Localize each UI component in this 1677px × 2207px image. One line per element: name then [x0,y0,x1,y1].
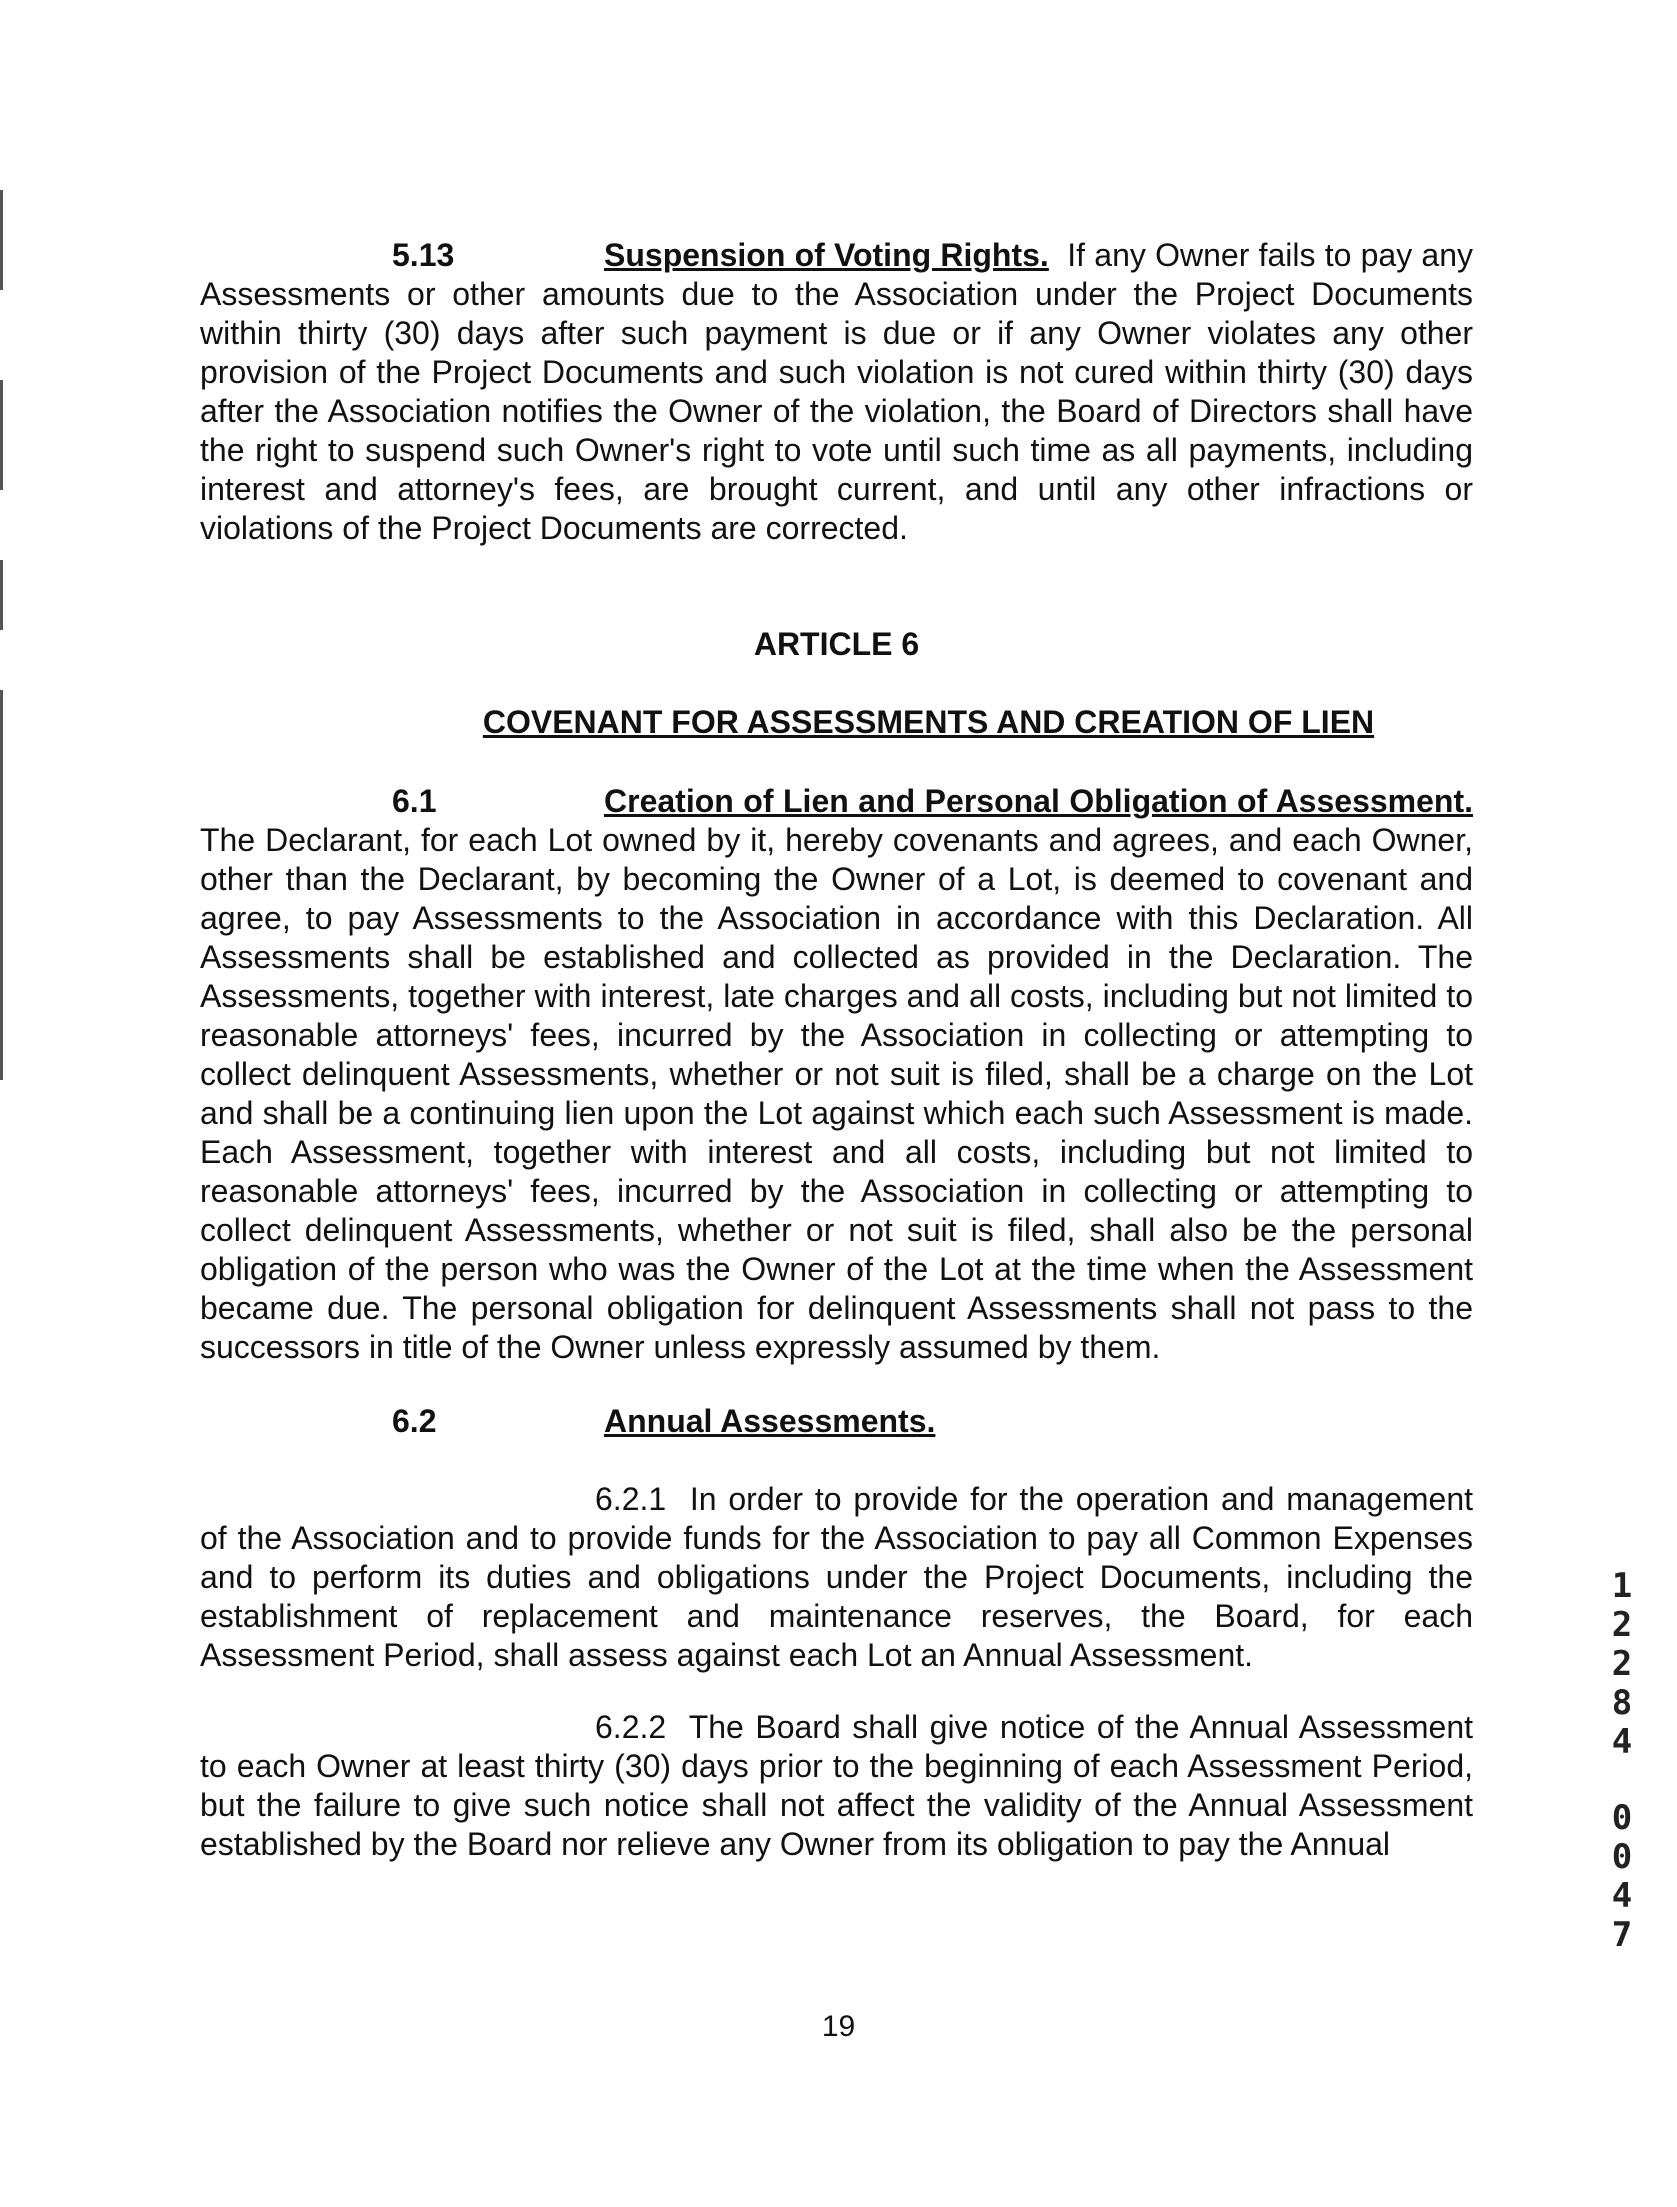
section-5-13 [200,236,1473,548]
stamp-digit: 0 [1611,1837,1633,1877]
stamp-digit: 2 [1611,1605,1633,1645]
recording-stamp [1605,1567,1639,1955]
margin-mark [0,690,3,1080]
subsection-body: The Board shall give notice of the Annual Assessment to each Owner at least thirty (30) days prior to the beginning of each Assessment Period, but the failure to give such notice shall not affect the validity of the Annual Assessment established by the Board nor relieve any Owner from its obligation to pay the Annual [200,1709,1474,1862]
section-body: The Declarant, for each Lot owned by it, hereby covenants and agrees, and each Owner, other than the Declarant, by becoming the Owner of a Lot, is deemed to covenant and agree, to pay Assessments to the Association in accordance with this Declaration. All Assessments shall be established and collected as provided in the Declaration. The Assessments, together with interest, late charges and all costs, including but not limited to reasonable attorneys' fees, incurred by the Association in collecting or attempting to collect delinquent Assessments, whether or not suit is filed, shall be a charge on the Lot and shall be a continuing lien upon the Lot against which each such Assessment is made. Each Assessment, together with interest and all costs, including but not limited to reasonable attorneys' fees, incurred by the Association in collecting or attempting to collect delinquent Assessments, whether or not suit is filed, shall also be the personal obligation of the person who was the Owner of the Lot at the time when the Assessment became due. The personal obligation for delinquent Assessments shall not pass to the successors in title of the Owner unless expressly assumed by them. [200,822,1473,1365]
subsection-body: In order to provide for the operation and management of the Association and to provide funds for the Association to pay all Common Expenses and to perform its duties and obligations under the Project Documents, including the establishment of replacement and maintenance reserves, the Board, for each Assessment Period, shall assess against each Lot an Annual Assessment. [200,1481,1473,1673]
subsection-number: 6.2.1 [595,1481,667,1517]
section-title: Creation of Lien and Personal Obligation of Assessment. [604,783,1473,819]
section-number: 5.13 [392,237,455,273]
stamp-digit: 4 [1611,1876,1633,1916]
section-number: 6.2 [392,1403,437,1439]
margin-mark [0,190,3,290]
section-title: Annual Assessments. [604,1403,936,1439]
section-body: If any Owner fails to pay any Assessments or other amounts due to the Association under the Project Documents within thirty (30) days after such payment is due or if any Owner violates any other provision of the Project Documents and such violation is not cured within thirty (30) days after the Association notifies the Owner of the violation, the Board of Directors shall have the right to suspend such Owner's right to vote until such time as all payments, including interest and attorney's fees, are brought current, and until any other infractions or violations of the Project Documents are corrected. [200,237,1474,546]
stamp-digit: 2 [1611,1644,1633,1684]
section-6-2-2 [200,1708,1473,1864]
margin-mark [0,380,3,490]
section-number: 6.1 [392,783,437,819]
subsection-number: 6.2.2 [595,1709,667,1745]
section-6-2 [200,1402,1473,1441]
stamp-digit: 4 [1611,1722,1633,1762]
margin-mark [0,560,3,630]
article-label: ARTICLE 6 [753,626,920,662]
stamp-digit: 8 [1611,1683,1633,1723]
section-6-1 [200,782,1473,1367]
section-6-2-1 [200,1480,1473,1675]
section-title: Suspension of Voting Rights. [604,237,1049,273]
page-number: 19 [821,2010,856,2043]
article-title: COVENANT FOR ASSESSMENTS AND CREATION OF LIEN [482,704,1375,740]
stamp-digit: 1 [1611,1566,1633,1606]
stamp-digit: 0 [1611,1798,1633,1838]
stamp-digit: 7 [1611,1915,1633,1955]
